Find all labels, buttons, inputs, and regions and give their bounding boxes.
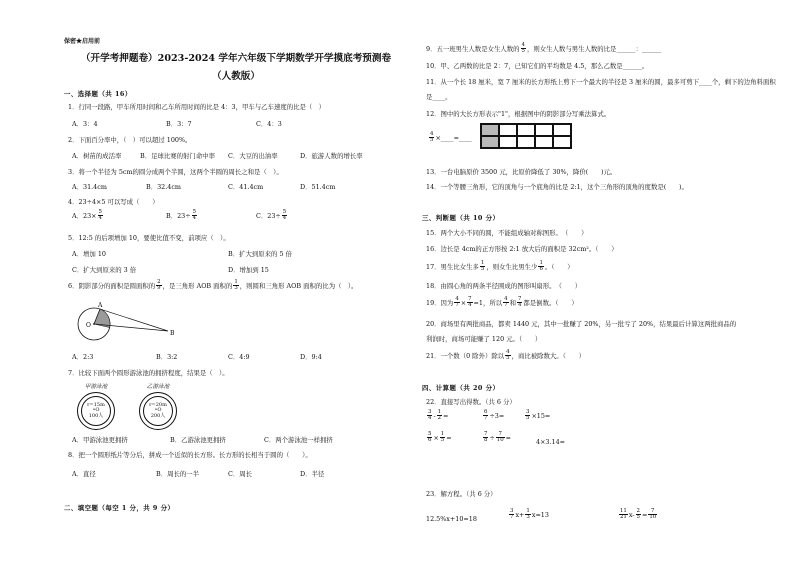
fraction: $\frac{5}{4}$: [192, 209, 197, 222]
label-o: O: [86, 322, 91, 329]
q11-text-cont: 是____。: [426, 93, 452, 101]
q22-item-5: $\frac{7}{8}$ ÷ $\frac{7}{10}$ =: [484, 431, 512, 444]
label-b: B: [170, 330, 175, 337]
q6-option-c[interactable]: C．4:9: [228, 353, 250, 361]
fraction: $\frac{5}{4}$: [282, 209, 287, 222]
pool-a-center: •O: [92, 407, 100, 414]
section-judge-heading: 三、判断题（共 10 分）: [422, 214, 500, 222]
q22-item-1: $\frac{3}{4}$ - $\frac{1}{2}$ =: [428, 409, 449, 422]
section-choice-heading: 一、选择题（共 16）: [64, 90, 132, 98]
q4-option-b[interactable]: B．23÷ $\frac{5}{4}$: [166, 209, 197, 222]
circle-triangle-figure: [72, 300, 182, 344]
fraction: $\frac{7}{10}$: [496, 431, 504, 444]
q2-option-c[interactable]: C．大豆的出油率: [228, 152, 278, 160]
q8-option-a[interactable]: A．直径: [72, 470, 96, 478]
fraction: $\frac{2}{9}$: [157, 279, 161, 292]
fraction: $\frac{7}{4}$: [468, 296, 472, 309]
fraction: $\frac{1}{3}$: [234, 279, 238, 292]
q14-text: 14．一个等腰三角形，它的顶角与一个底角的比是 2:1，这个三角形的顶角的度数是( )。: [426, 183, 688, 191]
q8-option-b[interactable]: B．周长的一半: [156, 470, 200, 478]
q16-text: 16．边长是 4cm的正方形按 2:1 放大后的面积是 32cm²。（ ）: [426, 245, 618, 253]
q21-text: 21．一个数（0 除外）除以 $\frac{4}{5}$ ，商比被除数大。（ ）: [426, 349, 586, 362]
pool-a-circle: [77, 392, 115, 430]
q5-text: 5．12:5 的后项增加 10，要使比值不变，前项应（ ）。: [68, 234, 230, 242]
fraction: $\frac{1}{2}$: [437, 409, 442, 422]
pool-b-count: 200人: [150, 412, 166, 419]
q7-option-c[interactable]: C．两个游泳池一样拥挤: [264, 436, 333, 444]
q5-option-b[interactable]: B．扩大到原来的 5 倍: [228, 250, 292, 258]
q8-option-c[interactable]: C．周长: [228, 470, 253, 478]
fraction: $\frac{7}{8}$: [484, 431, 488, 444]
fraction: $\frac{7}{4}$: [517, 296, 522, 309]
q22-item-6: 4×3.14=: [536, 438, 566, 446]
q18-text: 18．由圆心角的两条半径围成的图形叫扇形。 （ ）: [426, 282, 582, 290]
q15-text: 15．两个大小不同的圆，不能组成轴对称图形。 （ ）: [426, 229, 588, 237]
q3-option-b[interactable]: B．32.4cm: [146, 183, 181, 191]
q22-text: 22．直接写出得数。（共 6 分）: [426, 398, 516, 406]
q5-option-c[interactable]: C．扩大到原来的 3 倍: [72, 266, 137, 274]
confidential-mark: 保密★启用前: [64, 38, 101, 45]
fraction: $\frac{4}{5}$: [521, 42, 525, 55]
q3-option-c[interactable]: C．41.4cm: [228, 183, 264, 191]
q9-text: 9．五一班男生人数是女生人数的 $\frac{4}{5}$ ，则女生人数与男生人数的比是______：______: [426, 42, 662, 55]
q4-option-a[interactable]: A．23× $\frac{5}{4}$: [72, 209, 102, 222]
q22-item-4: $\frac{5}{6}$ × $\frac{1}{5}$ =: [428, 431, 452, 444]
fraction: $\frac{2}{5}$: [636, 508, 640, 521]
fraction: $\frac{5}{4}$: [98, 209, 102, 222]
fraction: $\frac{1}{5}$: [440, 431, 445, 444]
q23-eq-2: $\frac{3}{7}$ x+ $\frac{1}{3}$ x=13: [510, 508, 549, 521]
q2-option-b[interactable]: B．足球比赛的射门命中率: [140, 152, 215, 160]
center-point: [93, 323, 95, 325]
fraction: $\frac{3}{5}$: [526, 409, 530, 422]
q8-option-d[interactable]: D．半径: [300, 470, 325, 478]
q3-text: 3．将一个半径为 5cm的圆分成两个半圆，这两个半圆的周长之和是（ ）。: [68, 168, 283, 176]
exam-title: （开学考押题卷）2023-2024 学年六年级下学期数学开学摸底考预测卷（人教版）: [80, 53, 392, 83]
fraction: $\frac{11}{21}$: [620, 508, 627, 521]
fraction: $\frac{4}{7}$: [504, 296, 508, 309]
q4-option-c[interactable]: C．23÷ $\frac{5}{4}$: [256, 209, 287, 222]
q10-text: 10．甲、乙两数的比是 2：7，已知它们的平均数是 4.5，那么乙数是______。: [426, 62, 649, 70]
pool-a-radius: r=15m: [87, 401, 105, 408]
fraction: $\frac{6}{7}$: [484, 409, 488, 422]
q6-option-b[interactable]: B．3:2: [156, 353, 178, 361]
pool-a-count: 100人: [88, 412, 104, 419]
section-fill-heading: 二、填空题（每空 1 分，共 9 分）: [64, 504, 175, 512]
q19-text: 19．因为 $\frac{4}{7}$ × $\frac{7}{4}$ =1，所以 $\frac{4}{7}$ 和 $\frac{7}{4}$ 都是倒数。（ ）: [426, 296, 578, 309]
pool-a: [72, 384, 120, 430]
pool-b: [134, 384, 182, 430]
fraction: $\frac{4}{5}$: [430, 131, 434, 144]
q1-option-a[interactable]: A．3：4: [72, 120, 98, 128]
q3-option-d[interactable]: D．51.4cm: [300, 183, 336, 191]
label-a: A: [98, 302, 103, 309]
q1-text: 1．行同一段路，甲车所用时间和乙车所用时间的比是 4：3，甲车与乙车速度的比是（ ）: [68, 103, 326, 111]
q2-option-a[interactable]: A．树苗的成活率: [72, 152, 122, 160]
q6-option-a[interactable]: A．2:3: [72, 353, 94, 361]
q12-text: 12．图中的大长方形表示"1"，根据图中的阴影部分写乘法算式。: [426, 110, 611, 118]
fraction: $\frac{1}{3}$: [526, 508, 530, 521]
q7-text: 7．比较下面两个圆形游泳池的拥挤程度，结果是（ ）。: [68, 369, 229, 377]
q6-text: 6．阴影部分的面积是圆面积的 $\frac{2}{9}$ ，是三角形 AOB 面积的 $\frac{1}{3}$ ，则圆和三角形 AOB 面积的比为（ ）。: [68, 279, 358, 292]
q6-option-d[interactable]: D．9:4: [300, 353, 322, 361]
q3-option-a[interactable]: A．31.4cm: [72, 183, 107, 191]
section-calc-heading: 四、计算题（共 20 分）: [422, 384, 500, 392]
q8-text: 8．把一个圆形纸片等分后，拼成一个近似的长方形。长方形的长相当于圆的（ ）。: [68, 451, 312, 459]
fraction: $\frac{4}{7}$: [455, 296, 459, 309]
q20-text-cont: 利润时，商场可能赚了 120 元。（ ）: [426, 335, 542, 343]
q12-rectangle-grid: [480, 123, 572, 149]
q22-item-3: $\frac{3}{5}$ ×15=: [526, 409, 551, 422]
pool-b-center: •O: [154, 407, 162, 414]
q23-text: 23．解方程。（共 6 分）: [426, 490, 497, 498]
q11-text: 11．从一个长 18 厘米，宽 7 厘米的长方形纸上剪下一个最大的半径是 3 厘米的圆，最多可剪下____个，剩下的边角料面积: [426, 78, 776, 86]
pool-b-radius: r=20m: [149, 401, 167, 408]
fraction: $\frac{3}{7}$: [510, 508, 514, 521]
q20-text: 20．商场里有两批商品，都卖 1440 元，其中一批赚了 20%，另一批亏了 20%，结果最后计算这两批商品的: [426, 320, 737, 328]
q7-option-a[interactable]: A．甲游泳池更拥挤: [72, 436, 128, 444]
fraction: $\frac{1}{6}$: [539, 260, 543, 273]
fraction: $\frac{7}{10}$: [649, 508, 657, 521]
q12-expression: $\frac{4}{5}$ ×____=____: [430, 131, 472, 144]
q7-option-b[interactable]: B．乙游泳池更拥挤: [170, 436, 226, 444]
q2-option-d[interactable]: D．旅游人数的增长率: [300, 152, 363, 160]
pool-a-name: 甲游泳池: [84, 384, 108, 390]
q22-item-2: $\frac{6}{7}$ ÷3=: [484, 409, 505, 422]
q2-text: 2．下面百分率中，（ ）可以超过 100%。: [68, 136, 192, 144]
pool-b-circle: [139, 392, 177, 430]
q23-eq-1: 12.5%x+10=18: [426, 515, 477, 523]
q13-text: 13．一台电脑原价 3500 元，比原价降低了 30%，降价( )元。: [426, 168, 617, 176]
q5-option-a[interactable]: A．增加 10: [72, 250, 106, 258]
fraction: $\frac{1}{5}$: [480, 260, 485, 273]
q4-text: 4．23÷4×5 可以写成（ ）: [68, 198, 159, 206]
pool-b-name: 乙游泳池: [146, 384, 170, 390]
q23-eq-3: $\frac{11}{21}$ x- $\frac{2}{5}$ = $\frac{7}{10}$: [620, 508, 657, 521]
q5-option-d[interactable]: D．增加到 15: [228, 266, 269, 274]
q1-option-b[interactable]: B．3：7: [166, 120, 192, 128]
fraction: $\frac{5}{6}$: [428, 431, 432, 444]
q17-text: 17．男生比女生多 $\frac{1}{5}$ ，则女生比男生少 $\frac{1}{6}$ 。（ ）: [426, 260, 574, 273]
fraction: $\frac{3}{4}$: [428, 409, 432, 422]
fraction: $\frac{4}{5}$: [506, 349, 510, 362]
q1-option-c[interactable]: C．4：3: [256, 120, 282, 128]
